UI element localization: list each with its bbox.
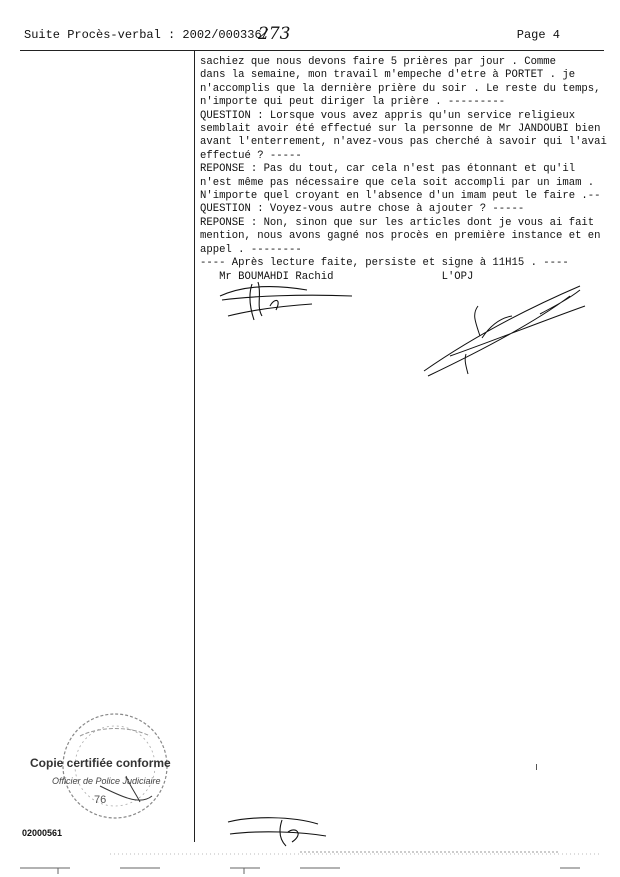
stamp-officer: Officier de Police Judiciaire [52, 776, 161, 786]
body-line: QUESTION : Voyez-vous autre chose à ajouter ? ----- [200, 203, 525, 216]
body-line: sachiez que nous devons faire 5 prières par jour . Comme [200, 56, 557, 68]
body-line: mention, nous avons gagné nos procès en première instance et en [200, 230, 601, 243]
signatory-right: L'OPJ [441, 270, 474, 283]
margin-mark [536, 764, 537, 770]
handwritten-page-number: 273 [258, 24, 291, 44]
body-line: effectué ? ----- [200, 149, 302, 162]
body-line: REPONSE : Pas du tout, car cela n'est pas étonnant et qu'il [200, 163, 576, 176]
margin-rule [194, 51, 195, 842]
stamp-number: 76 [94, 794, 107, 806]
page-label: Page 4 [516, 28, 560, 42]
body-line: semblait avoir été effectué sur la personne de Mr JANDOUBI bien [200, 123, 601, 136]
signature-opj [420, 276, 590, 386]
body-line: dans la semaine, mon travail m'empeche d'etre à PORTET . je [200, 69, 576, 82]
header-reference: Suite Procès-verbal : 2002/000336/ [24, 28, 269, 42]
body-line: N'importe quel croyant en l'absence d'un imam peut le faire .-- [200, 190, 601, 203]
signature-declarant [212, 276, 362, 326]
body-line: appel . -------- [200, 243, 302, 256]
body-line: REPONSE : Non, sinon que sur les articles dont je vous ai fait [200, 216, 595, 229]
header-rule [20, 50, 604, 51]
stamp-certified-copy: Copie certifiée conforme [30, 756, 171, 770]
body-line: QUESTION : Lorsque vous avez appris qu'un service religieux [200, 109, 576, 122]
page-header [24, 24, 596, 44]
signatory-left: Mr BOUMAHDI Rachid [219, 270, 334, 283]
body-line: ---- Après lecture faite, persiste et signe à 11H15 . ---- [200, 257, 569, 270]
header-title [24, 28, 269, 42]
body-line: n'importe qui peut diriger la prière . --------- [200, 96, 506, 109]
scan-noise [0, 846, 620, 877]
statement-body [200, 56, 610, 284]
body-line: n'est même pas nécessaire que cela soit accompli par un imam . [200, 176, 595, 189]
body-line: n'accomplis que la dernière prière du soir . Le reste du temps, [200, 82, 601, 95]
document-number: 02000561 [22, 828, 63, 838]
body-line: avant l'enterrement, n'avez-vous pas cherché à savoir qui l'avai [200, 136, 607, 149]
